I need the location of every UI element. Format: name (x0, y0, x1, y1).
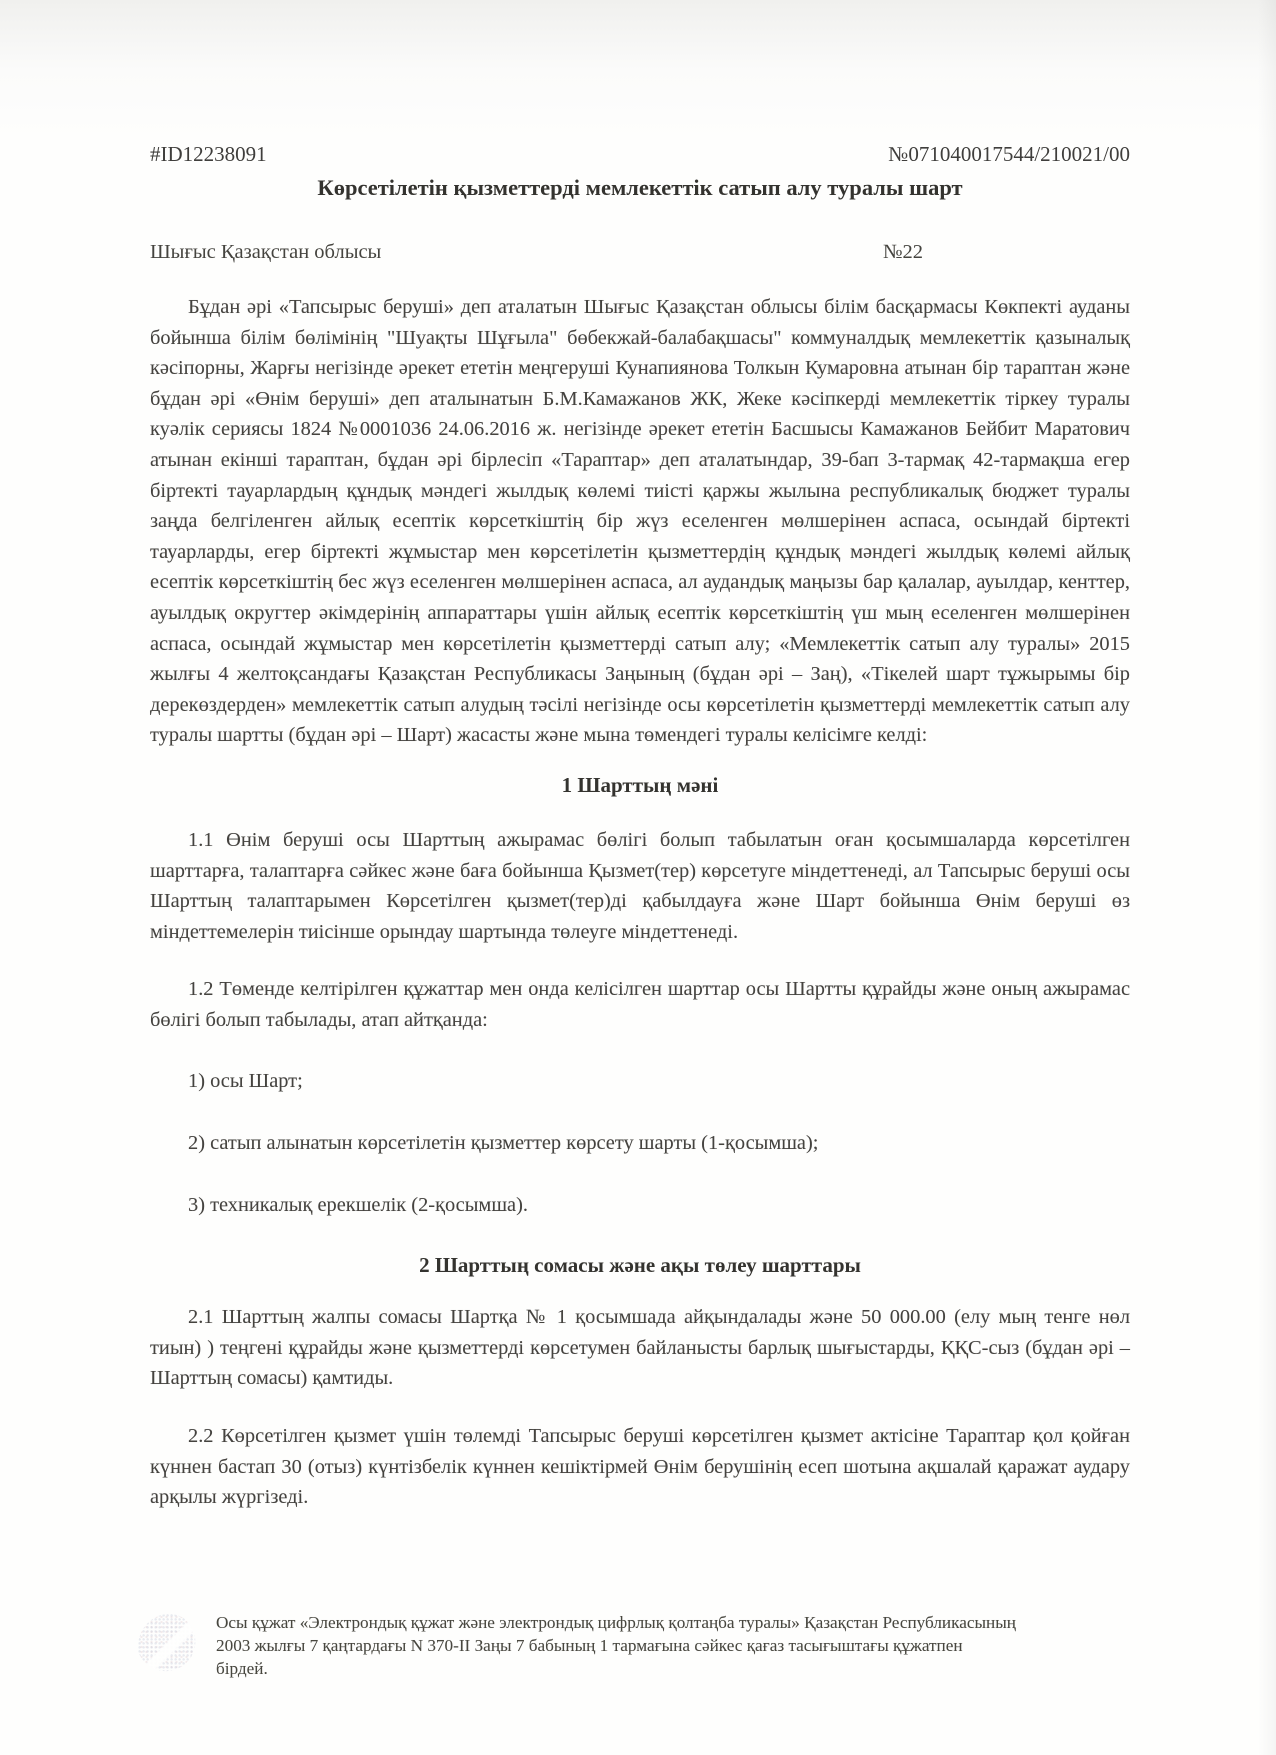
doc-number: №071040017544/210021/00 (888, 142, 1130, 166)
clause-1-2: 1.2 Төменде келтірілген құжаттар мен онда келісілген шарттар осы Шартты құрайды және оның ажырамас бөлігі болып табылады, атап айтқанда: (150, 978, 1130, 1031)
footer-note: Осы құжат «Электрондық құжат және электрондық цифрлық қолтаңба туралы» Қазақстан Республикасының 2003 жылғы 7 қаңтардағы N 370-II Заңы 7 бабының 1 тармағына сәйкес қағаз тасығыштағы құжатпен бірдей. (216, 1613, 1016, 1678)
intro-paragraph: Бұдан әрі «Тапсырыс беруші» деп аталатын Шығыс Қазақстан облысы білім басқармасы Көкпекті ауданы бойынша білім бөлімінің "Шуақты Шұғыла" бөбекжай-балабақшасы" коммуналдық мемлекеттік қазыналық кәсіпорны, Жарғы негізінде әрекет ететін меңгеруші Кунапиянова Толкын Кумаровна атынан бір тараптан және бұдан әрі «Өнім беруші» деп аталынатын Б.М.Камажанов ЖК, Жеке кәсіпкерді мемлекеттік тіркеу туралы куәлік сериясы 1824 №0001036 24.06.2016 ж. негізінде әрекет ететін Басшысы Камажанов Бейбит Маратович атынан екінші тараптан, бұдан әрі бірлесіп «Тараптар» деп аталатындар, 39-бап 3-тармақ 42-тармақша егер біртекті тауарлардың құндық мәндегі жылдық көлемі тиісті қаржы жылына республикалық бюджет туралы заңда белгіленген айлық есептік көрсеткіштің бір жүз еселенген мөлшерінен аспаса, осындай біртекті тауарларды, егер біртекті жұмыстар мен көрсетілетін қызметтердің құндық мәндегі жылдық көлемі айлық есептік көрсеткіштің бес жүз еселенген мөлшерінен аспаса, ал аудандық маңызы бар қалалар, ауылдар, кенттер, ауылдық округтер әкімдерінің аппараттары үшін айлық есептік көрсеткіштің үш мың еселенген мөлшерінен аспаса, осындай жұмыстар мен көрсетілетін қызметтерді сатып алу; «Мемлекеттік сатып алу туралы» 2015 жылғы 4 желтоқсандағы Қазақстан Республикасы Заңының (бұдан әрі – Заң), «Тікелей шарт тұжырымы бір дерекөздерден» мемлекеттік сатып алудың тәсілі негізінде осы көрсетілетін қызметтерді мемлекеттік сатып алу туралы шартты (бұдан әрі – Шарт) жасасты және мына төмендегі туралы келісімге келді: (150, 296, 1130, 747)
footer (138, 1612, 1038, 1680)
clause-1-1: 1.1 Өнім беруші осы Шарттың ажырамас бөлігі болып табылатын оған қосымшаларда көрсетілген шарттарға, талаптарға сәйкес және баға бойынша Қызмет(тер) көрсетуге міндеттенеді, ал Тапсырыс беруші осы Шарттың талаптарымен Көрсетілген қызмет(тер)ді қабылдауға және Шарт бойынша Өнім беруші өз міндеттемелерін тиісінше орындау шартында төлеуге міндеттенеді. (150, 828, 1130, 943)
document-header-row (150, 141, 1130, 167)
region-row (150, 241, 1130, 264)
doc-id: #ID12238091 (150, 142, 267, 166)
list-item-2: 2) сатып алынатын көрсетілетін қызметтер көрсету шарты (1-қосымша); (188, 1132, 819, 1155)
document-content (150, 141, 1130, 1513)
region-label: Шығыс Қазақстан облысы (150, 241, 382, 263)
section-1-heading: 1 Шарттың мәні (561, 772, 719, 797)
list-item-1: 1) осы Шарт; (188, 1070, 303, 1093)
contract-number: №22 (882, 241, 923, 263)
page-title: Көрсетілетін қызметтерді мемлекеттік сатып алу туралы шарт (317, 175, 963, 200)
egov-stamp-icon (138, 1614, 200, 1680)
clause-2-1: 2.1 Шарттың жалпы сомасы Шартқа № 1 қосымшада айқындалады және 50 000.00 (елу мың тенге нөл тиын) ) теңгені құрайды және қызметтерді көрсетумен байланысты барлық шығыстарды, ҚҚС-сыз (бұдан әрі – Шарттың сомасы) қамтиды. (150, 1306, 1130, 1390)
section-2-heading: 2 Шарттың сомасы және ақы төлеу шарттары (419, 1253, 861, 1278)
list-item-3: 3) техникалық ерекшелік (2-қосымша). (188, 1193, 528, 1216)
clause-2-2: 2.2 Көрсетілген қызмет үшін төлемді Тапсырыс беруші көрсетілген қызмет актісіне Тараптар қол қойған күннен бастап 30 (отыз) күнтізбелік күннен кешіктірмей Өнім берушінің есеп шотына ақшалай қаражат аудару арқылы жүргізеді. (150, 1425, 1130, 1509)
